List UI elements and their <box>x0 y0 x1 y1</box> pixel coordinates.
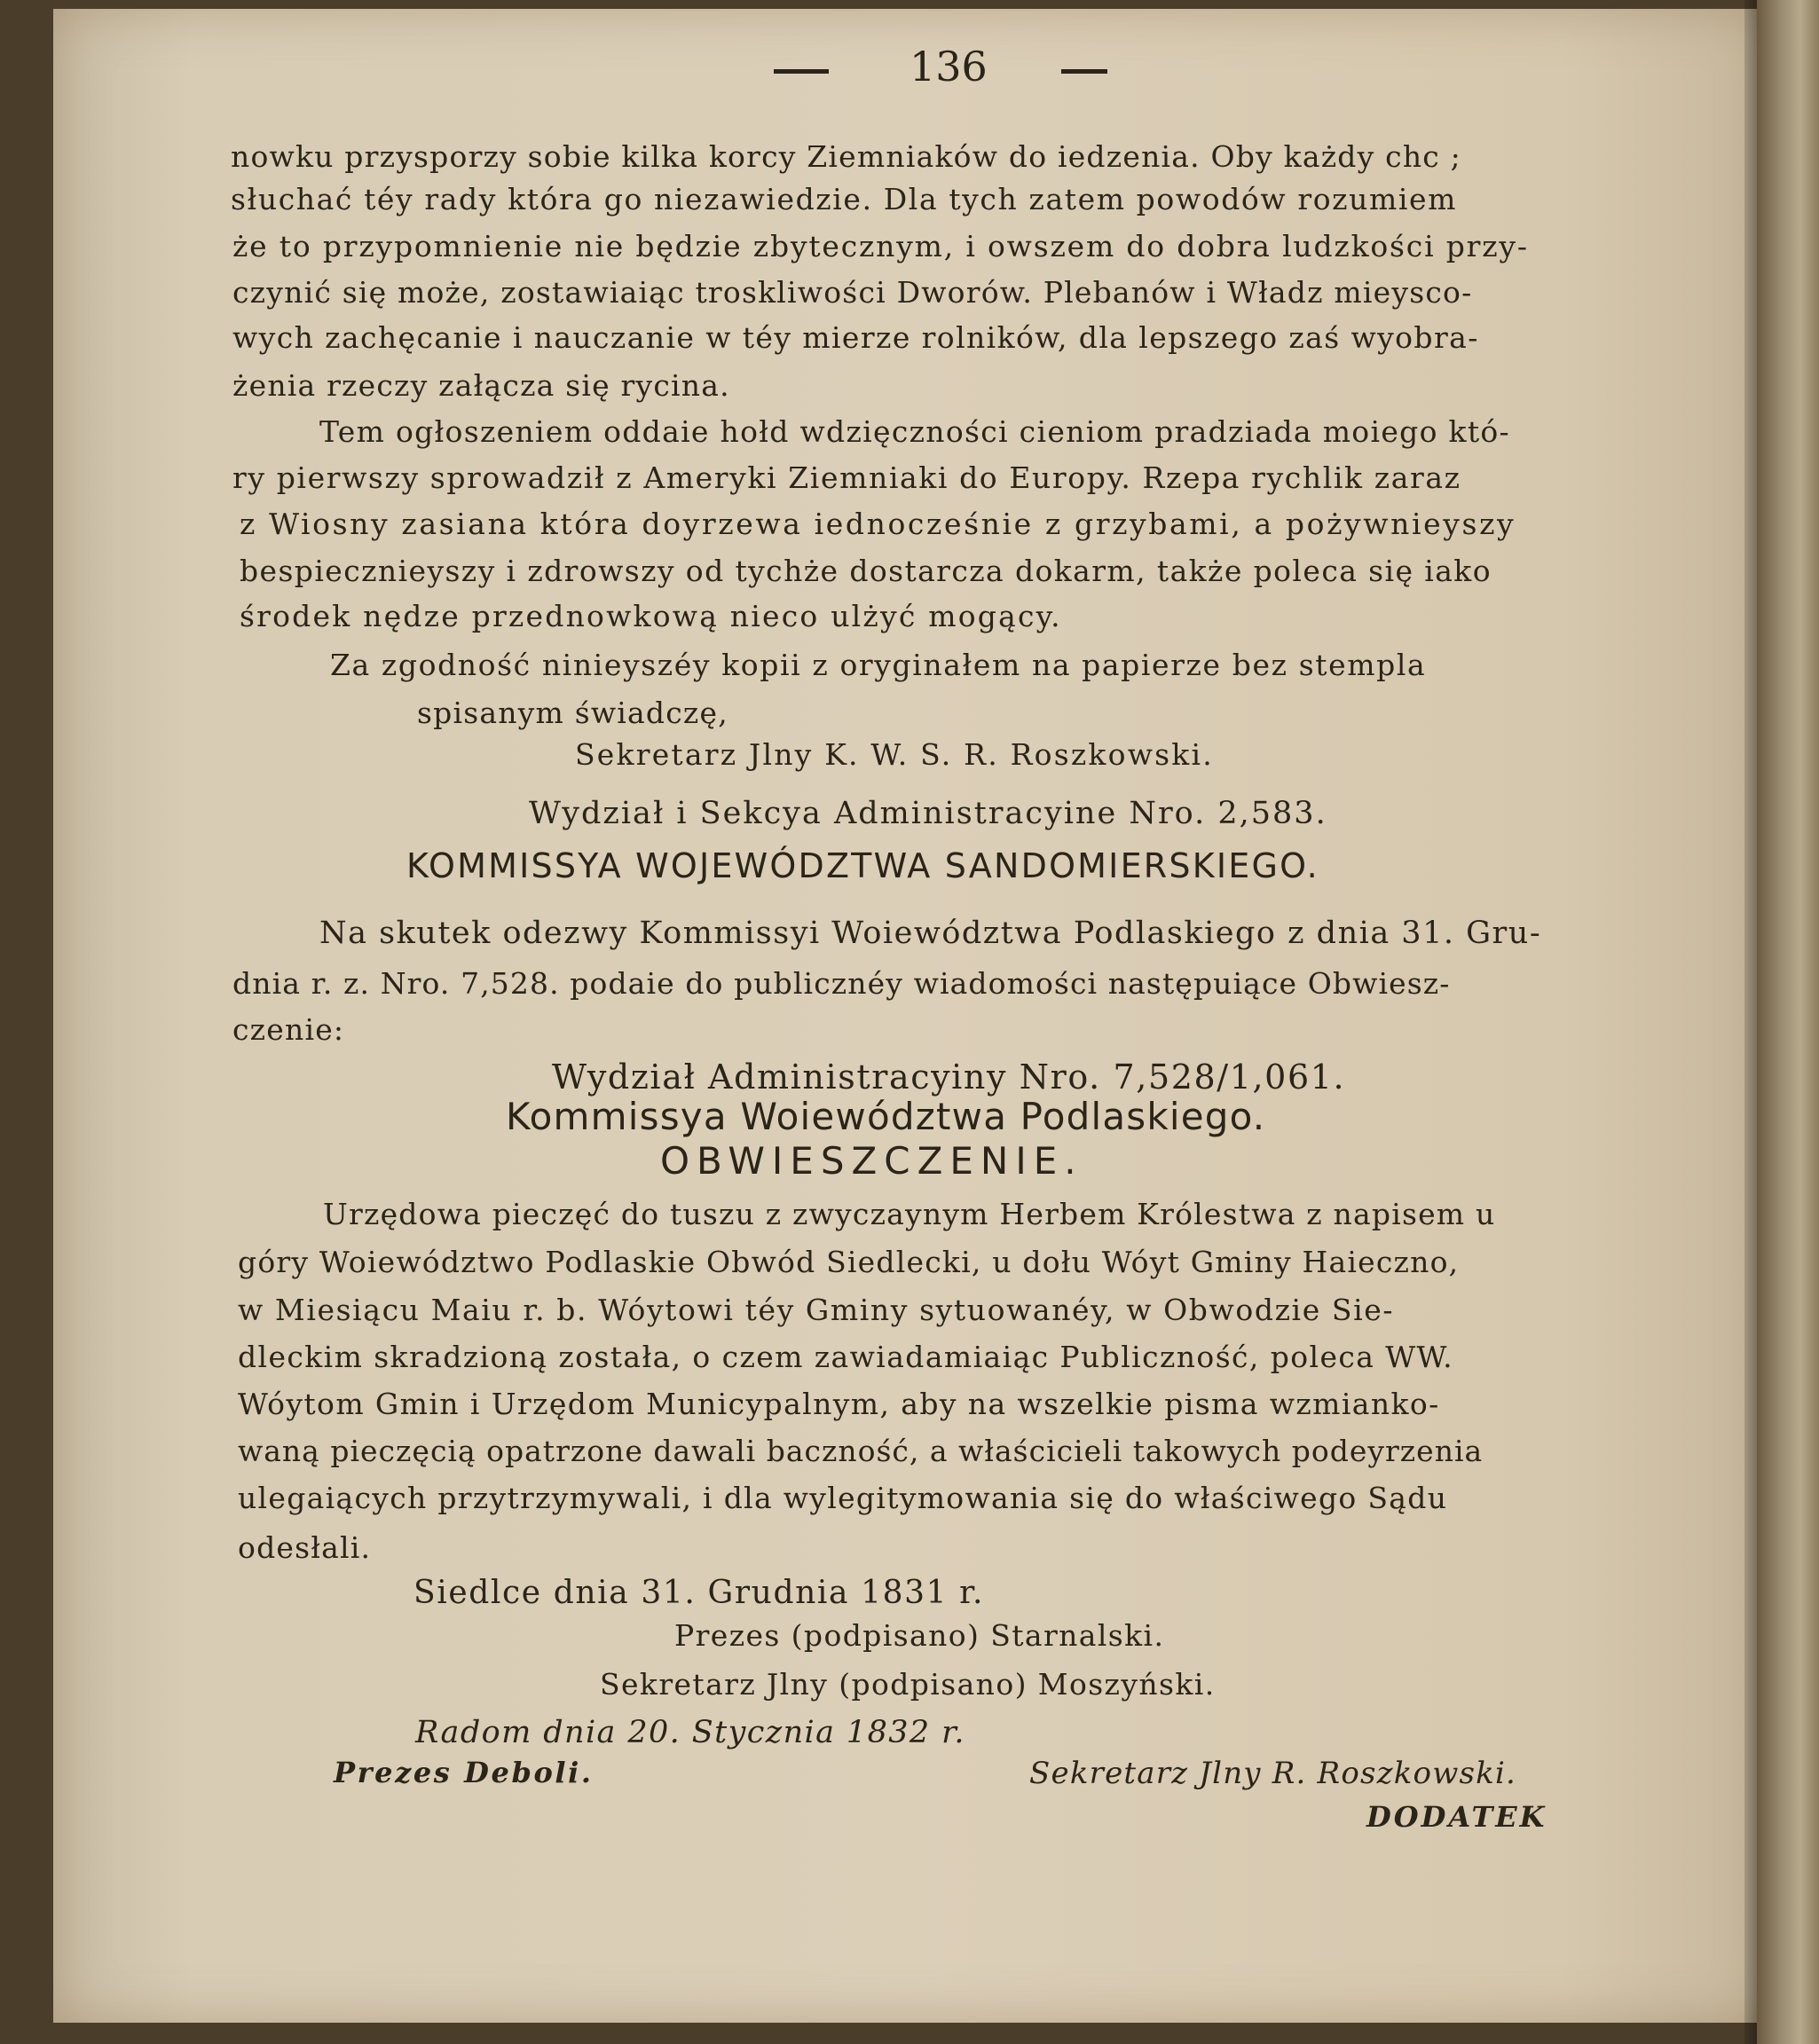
paragraph3-line: dnia r. z. Nro. 7,528. podaie do publicznéy wiadomości następuiące Obwiesz- <box>232 966 1451 1001</box>
paragraph4-line: Urzędowa pieczęć do tuszu z zwyczaynym Herbem Królestwa z napisem u <box>323 1197 1496 1231</box>
heading-kommissya-podlaska: Kommissya Woiewództwa Podlaskiego. <box>506 1095 1266 1138</box>
dateline-siedlce: Siedlce dnia 31. Grudnia 1831 r. <box>413 1575 985 1611</box>
paragraph2-line: ry pierwszy sprowadził z Ameryki Ziemniaki do Europy. Rzepa rychlik zaraz <box>232 460 1461 495</box>
paragraph4-line: góry Woiewództwo Podlaskie Obwód Siedlecki, u dołu Wóyt Gminy Haieczno, <box>238 1245 1460 1279</box>
certification-line: Za zgodność ninieyszéy kopii z oryginałem na papierze bez stempla <box>330 648 1427 682</box>
paragraph1-line: żenia rzeczy załącza się rycina. <box>232 368 730 403</box>
paragraph4-line: waną pieczęcią opatrzone dawali baczność, a właścicieli takowych podeyrzenia <box>238 1434 1484 1468</box>
paragraph1-line: czynić się może, zostawiaiąc troskliwości Dworów. Plebanów i Władz mieysco- <box>232 275 1473 310</box>
page-edge-shadow <box>1744 0 1757 2044</box>
paragraph4-line: w Miesiącu Maiu r. b. Wóytowi téy Gminy sytuowanéy, w Obwodzie Sie- <box>238 1293 1395 1327</box>
signature-moszynski: Sekretarz Jlny (podpisano) Moszyński. <box>600 1667 1216 1702</box>
signature-roszkowski: Sekretarz Jlny K. W. S. R. Roszkowski. <box>575 737 1214 772</box>
paragraph4-line: odesłali. <box>238 1530 372 1565</box>
paragraph2-line: bespiecznieyszy i zdrowszy od tychże dostarcza dokarm, także poleca się iako <box>240 554 1492 588</box>
paragraph2-line: z Wiosny zasiana która doyrzewa iednocześnie z grzybami, a pożywnieyszy <box>240 507 1516 541</box>
page-number: 136 <box>910 43 988 90</box>
heading-kommissya-sandomierska: KOMMISSYA WOJEWÓDZTWA SANDOMIERSKIEGO. <box>406 846 1319 885</box>
certification-line: spisanym świadczę, <box>417 696 728 730</box>
paragraph4-line: Wóytom Gmin i Urzędom Municypalnym, aby na wszelkie pisma wzmianko- <box>238 1387 1440 1421</box>
paragraph4-line: ulegaiących przytrzymywali, i dla wylegitymowania się do właściwego Sądu <box>238 1481 1448 1515</box>
paragraph3-line: Na skutek odezwy Kommissyi Woiewództwa Podlaskiego z dnia 31. Gru- <box>319 916 1542 951</box>
heading-obwieszczenie: OBWIESZCZENIE. <box>660 1139 1083 1183</box>
paragraph2-line: środek nędze przednowkową nieco ulżyć mogący. <box>240 599 1062 633</box>
paragraph1-line: nowku przysporzy sobie kilka korcy Ziemniaków do iedzenia. Oby każdy chc ; <box>231 139 1461 174</box>
paragraph1-line: wych zachęcanie i nauczanie w téy mierze rolników, dla lepszego zaś wyobra- <box>232 320 1479 355</box>
signature-roszkowski-2: Sekretarz Jlny R. Roszkowski. <box>1029 1756 1517 1791</box>
paragraph1-line: słuchać téy rady która go niezawiedzie. Dla tych zatem powodów rozumiem <box>231 182 1458 216</box>
catchword-dodatek: DODATEK <box>1366 1800 1547 1834</box>
dateline-radom: Radom dnia 20. Stycznia 1832 r. <box>415 1715 965 1750</box>
department-number: Wydział i Sekcya Administracyine Nro. 2,583. <box>529 796 1327 831</box>
signature-starnalski: Prezes (podpisano) Starnalski. <box>674 1618 1165 1653</box>
president-deboli: Prezes Deboli. <box>334 1756 594 1789</box>
paragraph1-line: że to przypomnienie nie będzie zbytecznym, i owszem do dobra ludzkości przy- <box>232 229 1529 263</box>
paragraph4-line: dleckim skradzioną została, o czem zawiadamiaiąc Publiczność, poleca WW. <box>238 1340 1453 1374</box>
paragraph2-line: Tem ogłoszeniem oddaie hołd wdzięczności cieniom pradziada moiego któ- <box>319 414 1511 449</box>
book-spine <box>1757 0 1819 2044</box>
paragraph3-line: czenie: <box>232 1012 345 1047</box>
header-dash-right <box>1061 69 1107 74</box>
header-dash-left <box>774 69 829 74</box>
department-number-2: Wydział Administracyiny Nro. 7,528/1,061. <box>552 1057 1346 1097</box>
